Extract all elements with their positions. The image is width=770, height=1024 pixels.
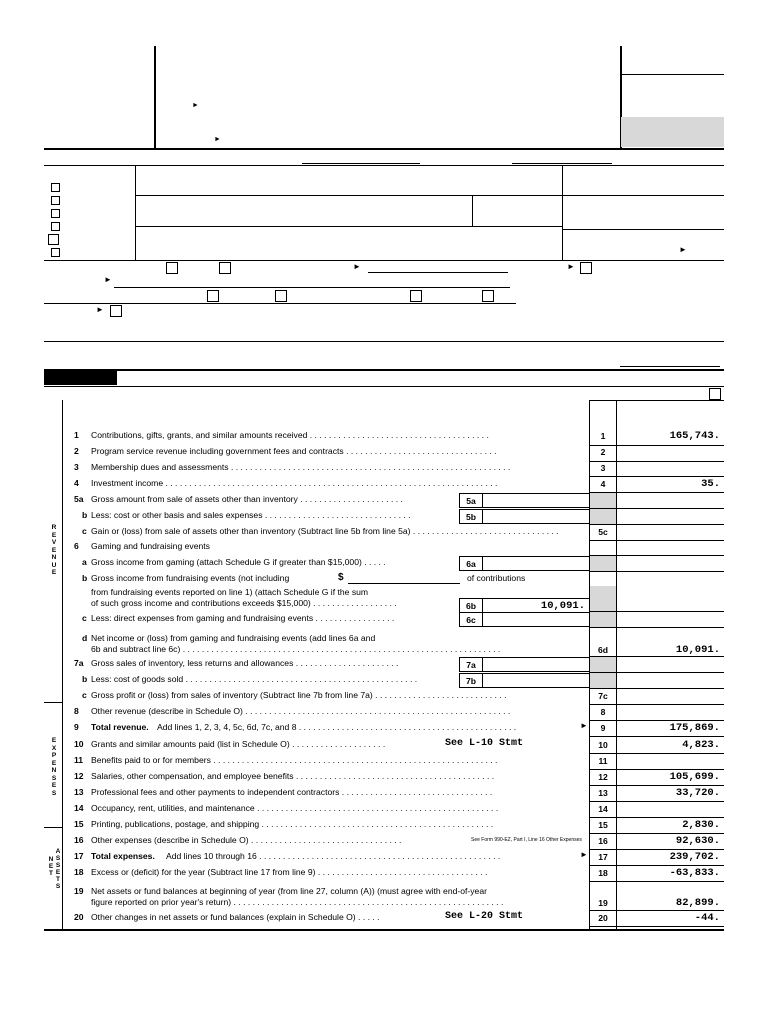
line-label: Benefits paid to or for members . . . . . . . . . . . . . . . . . . . . . . . . . . . . . . . . . . . . . . . . . . . . . . . . . . . . . . . . . . . . [91, 756, 498, 765]
line-label: Occupancy, rent, utilities, and maintenance . . . . . . . . . . . . . . . . . . . . . . . . . . . . . . . . . . . . . . . . . . . . . . . . . . . [91, 804, 499, 813]
line-box-number: 18 [598, 868, 608, 878]
terminated-checkbox[interactable] [51, 222, 60, 231]
line-amount[interactable]: 92,630. [675, 835, 720, 847]
line-number: 19 [74, 886, 84, 896]
name-change-checkbox[interactable] [51, 196, 60, 205]
statement-reference[interactable]: See Form 990-EZ, Part I, Line 16 Other Expenses [471, 837, 582, 843]
line-box-number: 17 [598, 852, 608, 862]
initial-return-checkbox[interactable] [51, 209, 60, 218]
line-box-number: 15 [598, 820, 608, 830]
line-number: 14 [74, 803, 84, 813]
line-box-number: 6d [597, 645, 609, 655]
line-amount[interactable]: 175,869. [669, 722, 720, 734]
line-number: 18 [74, 867, 84, 877]
line-box-number: 13 [598, 788, 608, 798]
revenue-side-label: R E V E N U E [51, 524, 57, 576]
line-box-number: 4 [600, 479, 606, 489]
line-label: Other changes in net assets or fund balances (explain in Schedule O) . . . . . [91, 913, 380, 922]
line-box-number: 19 [598, 898, 608, 908]
line-label: Gross income from fundraising events (not including [91, 574, 290, 583]
line-number: 8 [74, 706, 79, 716]
line-label: Membership dues and assessments . . . . . . . . . . . . . . . . . . . . . . . . . . . . . . . . . . . . . . . . . . . . . . . . . . . . . . . . . . . [91, 463, 511, 472]
sub-amount-field[interactable] [482, 556, 590, 571]
4947-checkbox[interactable] [410, 290, 422, 302]
line-amount[interactable]: 2,830. [682, 819, 720, 831]
line-amount[interactable]: 33,720. [675, 787, 720, 799]
line-box-number: 7c [598, 691, 608, 701]
line-number: b [82, 674, 88, 684]
sub-amount-field[interactable] [482, 612, 590, 627]
sub-amount-field[interactable] [482, 673, 590, 688]
line-amount[interactable]: 239,702. [669, 851, 720, 863]
line-label-cont: figure reported on prior year's return) . . . . . . . . . . . . . . . . . . . . . . . . . . . . . . . . . . . . . . . . . . . . . . . . . . . . . . . . . [91, 898, 504, 907]
line-number: b [82, 573, 88, 583]
line-number: 16 [74, 835, 84, 845]
line-label: from fundraising events reported on line 1) (attach Schedule G if the sum [91, 588, 369, 597]
line-number: d [82, 633, 88, 643]
line-label: Excess or (deficit) for the year (Subtract line 17 from line 9) . . . . . . . . . . . . . . . . . . . . . . . . . . . . . . . . . . . . [91, 868, 488, 877]
sub-line-number: 5a [466, 496, 476, 506]
contrib-amount-line[interactable] [348, 583, 460, 584]
line-amount[interactable]: 82,899. [675, 897, 720, 909]
section-509-checkbox[interactable] [110, 305, 122, 317]
line-box-number: 12 [598, 772, 608, 782]
arrow-icon: ► [580, 721, 588, 730]
cash-checkbox[interactable] [166, 262, 178, 274]
contrib-label: of contributions [467, 573, 526, 583]
shaded-cell [590, 586, 616, 612]
sub-line-number: 6c [466, 615, 476, 625]
shaded-cell [590, 556, 616, 572]
line-box-number: 20 [598, 913, 608, 923]
line-number: 5a [74, 494, 84, 504]
line-label: Less: direct expenses from gaming and fundraising events . . . . . . . . . . . . . . . . . [91, 614, 395, 623]
sub-amount-value[interactable]: 10,091. [540, 600, 585, 612]
sub-amount-field[interactable] [482, 493, 590, 508]
schedule-o-checkbox[interactable] [709, 388, 721, 400]
line-box-number: 2 [600, 447, 606, 457]
statement-reference[interactable]: See L-10 Stmt [445, 738, 524, 749]
line-number: c [82, 690, 87, 700]
line-number: 11 [74, 755, 84, 765]
dollar-sign: $ [338, 572, 344, 583]
shaded-cell [590, 509, 616, 525]
line-label: Contributions, gifts, grants, and similar amounts received . . . . . . . . . . . . . . . . . . . . . . . . . . . . . . . . . . . . . . [91, 431, 489, 440]
sub-amount-field[interactable] [482, 657, 590, 672]
line-amount[interactable]: 35. [701, 478, 720, 490]
line-label: Gross income from gaming (attach Schedule G if greater than $15,000) . . . . . [91, 558, 386, 567]
line-number: 3 [74, 462, 79, 472]
line-amount[interactable]: -44. [694, 912, 720, 924]
line-number: 2 [74, 446, 79, 456]
line-number: 9 [74, 722, 79, 732]
line-number: 12 [74, 771, 84, 781]
shaded-cell [590, 493, 616, 509]
line-label-cont: Add lines 10 through 16 . . . . . . . . . . . . . . . . . . . . . . . . . . . . . . . . . . . . . . . . . . . . . . . . . . . [166, 852, 501, 861]
line-label: Other revenue (describe in Schedule O) . . . . . . . . . . . . . . . . . . . . . . . . . . . . . . . . . . . . . . . . . . . . . . . . . . . . . . . . [91, 707, 511, 716]
line-label-cont: 6b and subtract line 6c) . . . . . . . . . . . . . . . . . . . . . . . . . . . . . . . . . . . . . . . . . . . . . . . . . . . . . . . . . . . . . . . . . . . [91, 645, 501, 654]
line-number: c [82, 526, 87, 536]
line-number: 20 [74, 912, 84, 922]
line-number: 17 [74, 851, 84, 861]
line-label-cont: Add lines 1, 2, 3, 4, 5c, 6d, 7c, and 8 . . . . . . . . . . . . . . . . . . . . . . . . . . . . . . . . . . . . . . . . . . . . . . [157, 723, 517, 732]
sub-line-number: 7a [466, 660, 476, 670]
line-label: Salaries, other compensation, and employee benefits . . . . . . . . . . . . . . . . . . . . . . . . . . . . . . . . . . . . . . . . . . [91, 772, 495, 781]
line-number: 10 [74, 739, 84, 749]
accrual-checkbox[interactable] [219, 262, 231, 274]
line-number: 13 [74, 787, 84, 797]
sub-line-number: 5b [465, 512, 477, 522]
line-label: Other expenses (describe in Schedule O) . . . . . . . . . . . . . . . . . . . . . . . . . . . . . . . . [91, 836, 402, 845]
line-label: Total revenue. [91, 722, 149, 732]
statement-reference[interactable]: See L-20 Stmt [445, 911, 524, 922]
line-box-number: 3 [600, 463, 606, 473]
line-box-number: 8 [600, 707, 606, 717]
line-number: a [82, 557, 87, 567]
line-number: 1 [74, 430, 79, 440]
line-box-number: 9 [600, 723, 606, 733]
line-box-number: 16 [598, 836, 608, 846]
sub-line-number: 6a [466, 559, 476, 569]
527-checkbox[interactable] [482, 290, 494, 302]
shaded-cell [590, 657, 616, 673]
line-amount[interactable]: 105,699. [669, 771, 720, 783]
line-amount[interactable]: -63,833. [669, 867, 720, 879]
line-label: Program service revenue including government fees and contracts . . . . . . . . . . . . . . . . . . . . . . . . . . . . . . . . [91, 447, 497, 456]
line-label-cont: of such gross income and contributions exceeds $15,000) . . . . . . . . . . . . . . . . . . [91, 599, 397, 608]
schedule-b-checkbox[interactable] [580, 262, 592, 274]
amended-return-checkbox[interactable] [48, 234, 59, 245]
line-number: 15 [74, 819, 84, 829]
line-label: Professional fees and other payments to independent contractors . . . . . . . . . . . . . . . . . . . . . . . . . . . . . . . . [91, 788, 493, 797]
line-amount[interactable]: 165,743. [669, 430, 720, 442]
501c3-checkbox[interactable] [207, 290, 219, 302]
line-label: Gaming and fundraising events [91, 542, 210, 551]
line-label: Less: cost or other basis and sales expenses . . . . . . . . . . . . . . . . . . . . . . . . . . . . . . . [91, 511, 411, 520]
line-label: Less: cost of goods sold . . . . . . . . . . . . . . . . . . . . . . . . . . . . . . . . . . . . . . . . . . . . . . . . . [91, 675, 418, 684]
shaded-cell [590, 612, 616, 628]
net-assets-side-label: N E T [48, 856, 54, 877]
line-label: Net income or (loss) from gaming and fundraising events (add lines 6a and [91, 634, 376, 643]
line-amount[interactable]: 10,091. [675, 644, 720, 656]
line-label: Gain or (loss) from sale of assets other than inventory (Subtract line 5b from line 5a) . . . . . . . . . . . . . . . . . . . . . . . . . . . . . . . [91, 527, 559, 536]
sub-line-number: 6b [465, 601, 477, 611]
line-label: Net assets or fund balances at beginning of year (from line 27, column (A)) (must agree with end-of-year [91, 887, 487, 896]
line-amount[interactable]: 4,823. [682, 739, 720, 751]
line-box-number: 5c [598, 527, 608, 537]
application-pending-checkbox[interactable] [51, 248, 60, 257]
line-label: Grants and similar amounts paid (list in Schedule O) . . . . . . . . . . . . . . . . . . . . [91, 740, 386, 749]
line-number: 7a [74, 658, 84, 668]
line-label: Gross profit or (loss) from sales of inventory (Subtract line 7b from line 7a) . . . . . . . . . . . . . . . . . . . . . . . . . . . . [91, 691, 507, 700]
line-box-number: 1 [600, 431, 606, 441]
address-change-checkbox[interactable] [51, 183, 60, 192]
expenses-side-label: E X P E N S E S [51, 737, 57, 797]
line-label: Investment income . . . . . . . . . . . . . . . . . . . . . . . . . . . . . . . . . . . . . . . . . . . . . . . . . . . . . . . . . . . . . . . . . . . . . . [91, 479, 498, 488]
line-label: Gross amount from sale of assets other than inventory . . . . . . . . . . . . . . . . . . . . . . [91, 495, 403, 504]
line-box-number: 11 [598, 756, 608, 766]
501c-checkbox[interactable] [275, 290, 287, 302]
line-box-number: 14 [598, 804, 608, 814]
line-label: Total expenses. [91, 851, 155, 861]
line-number: 6 [74, 541, 79, 551]
line-label: Gross sales of inventory, less returns and allowances . . . . . . . . . . . . . . . . . . . . . . [91, 659, 399, 668]
line-number: c [82, 613, 87, 623]
line-number: 4 [74, 478, 79, 488]
line-box-number: 10 [598, 740, 608, 750]
shaded-cell [590, 673, 616, 689]
arrow-icon: ► [580, 850, 588, 859]
line-label: Printing, publications, postage, and shipping . . . . . . . . . . . . . . . . . . . . . . . . . . . . . . . . . . . . . . . . . . . . . . . . . [91, 820, 494, 829]
sub-line-number: 7b [465, 676, 477, 686]
line-number: b [82, 510, 88, 520]
sub-amount-field[interactable] [482, 509, 590, 524]
